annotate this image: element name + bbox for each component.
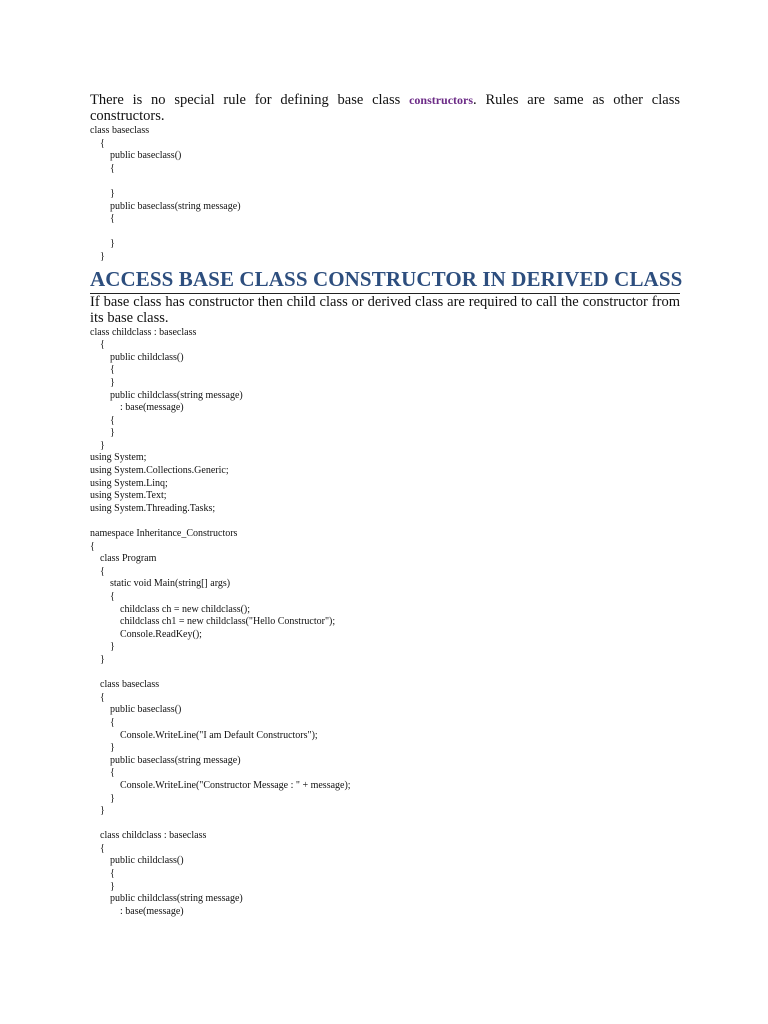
intro-text-before: There is no special rule for defining base class <box>90 92 410 108</box>
constructors-link[interactable]: constructors <box>409 93 474 107</box>
section-heading: ACCESS BASE CLASS CONSTRUCTOR IN DERIVED CLASS <box>90 266 680 294</box>
section-paragraph: If base class has constructor then child class or derived class are required to call the constructor from its base class. <box>90 293 680 326</box>
document-page <box>90 92 683 918</box>
code-block-baseclass: class baseclass { public baseclass() { } public baseclass(string message) { } } <box>90 125 241 262</box>
code-block-example: class childclass : baseclass { public childclass() { } public childclass(string message) : base(message) { } } using System; using System.Collections.Generic; using System.Linq; using System.Text; using System.Threading.Tasks; namespace Inheritance_Constructors { class Program { static void Main(string[] args) { childclass ch = new childclass(); childclass ch1 = new childclass("Hello Constructor"); Console.ReadKey(); } } class baseclass { public baseclass() { Console.WriteLine("I am Default Constructors"); } public baseclass(string message) { Console.WriteLine("Constructor Message : " + message); } } class childclass : baseclass { public childclass() { } public childclass(string message) : base(message) <box>90 326 351 917</box>
intro-text-after: . Rules are same as other class constructors. <box>90 92 680 124</box>
intro-paragraph <box>90 92 680 124</box>
